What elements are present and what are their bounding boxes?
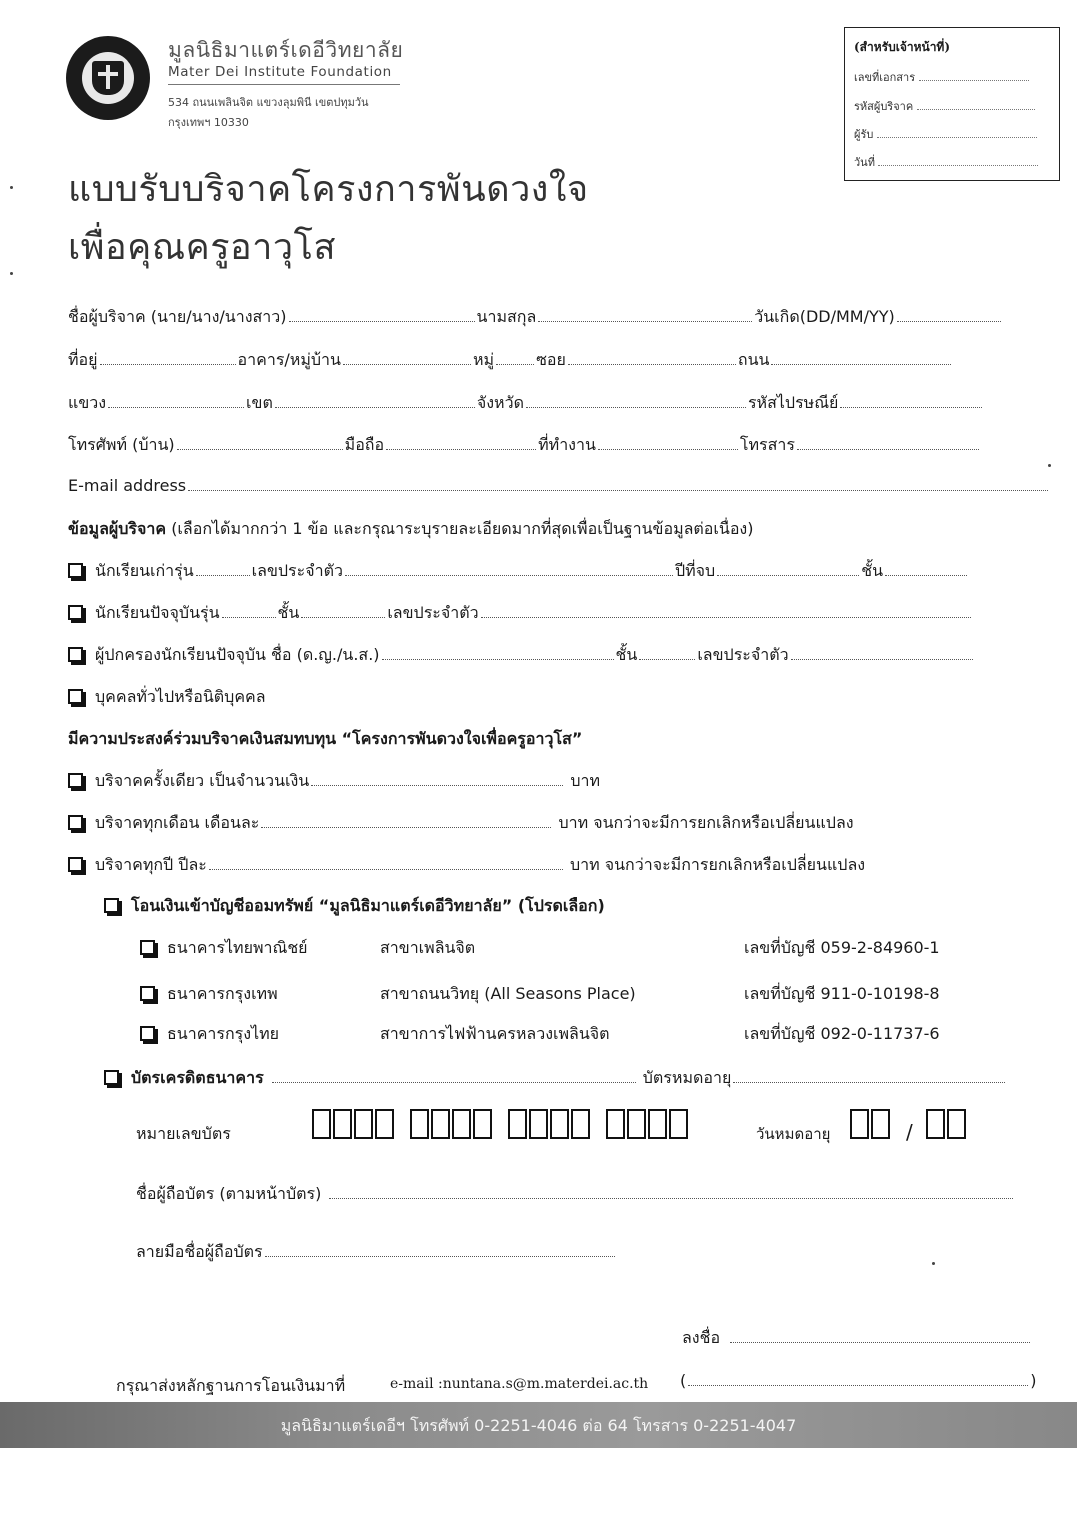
staff-field-donor-code[interactable]: รหัสผู้บริจาค: [854, 97, 1035, 115]
alumni-option[interactable]: นักเรียนเก่ารุ่น เลขประจำตัว ปีที่จบ ชั้น: [68, 559, 969, 584]
org-name-english: Mater Dei Institute Foundation: [168, 64, 392, 80]
donor-name-row[interactable]: ชื่อผู้บริจาค (นาย/นาง/นางสาว) นามสกุล วันเกิด(DD/MM/YY): [68, 305, 1003, 330]
address-row[interactable]: ที่อยู่ อาคาร/หมู่บ้าน หมู่ ซอย ถนน: [68, 348, 953, 373]
staff-field-date[interactable]: วันที่: [854, 153, 1038, 171]
donation-heading: มีความประสงค์ร่วมบริจาคเงินสมทบทุน “โครงการพันดวงใจเพื่อครูอาวุโส”: [68, 729, 583, 748]
donate-once-option[interactable]: บริจาคครั้งเดียว เป็นจำนวนเงิน บาท: [68, 769, 600, 794]
form-title-line2: เพื่อคุณครูอาวุโส: [68, 227, 336, 268]
card-number-boxes[interactable]: [312, 1109, 704, 1139]
expiry-year-boxes[interactable]: [926, 1109, 968, 1139]
donate-monthly-checkbox[interactable]: [68, 815, 83, 830]
alumni-checkbox[interactable]: [68, 563, 83, 578]
staff-field-doc-no[interactable]: เลขที่เอกสาร: [854, 68, 1029, 86]
general-checkbox[interactable]: [68, 689, 83, 704]
expiry-month-boxes[interactable]: [850, 1109, 892, 1139]
current-student-option[interactable]: นักเรียนปัจจุบันรุ่น ชั้น เลขประจำตัว: [68, 601, 973, 626]
credit-card-checkbox[interactable]: [104, 1070, 119, 1085]
district-row[interactable]: แขวง เขต จังหวัด รหัสไปรษณีย์: [68, 391, 984, 416]
card-number-label: หมายเลขบัตร: [136, 1124, 231, 1143]
bank-ktb-checkbox[interactable]: [140, 1026, 155, 1041]
send-proof-label: กรุณาส่งหลักฐานการโอนเงินมาที่: [116, 1376, 346, 1395]
bank-ktb-branch: สาขาการไฟฟ้านครหลวงเพลินจิต: [380, 1024, 610, 1043]
parent-option[interactable]: ผู้ปกครองนักเรียนปัจจุบัน ชื่อ (ด.ญ./น.ส.) ชั้น เลขประจำตัว: [68, 643, 975, 668]
donate-monthly-option[interactable]: บริจาคทุกเดือน เดือนละ บาท จนกว่าจะมีการยกเลิกหรือเปลี่ยนแปลง: [68, 811, 854, 836]
donor-info-heading: ข้อมูลผู้บริจาค (เลือกได้มากกว่า 1 ข้อ และกรุณาระบุรายละเอียดมากที่สุดเพื่อเป็นฐานข้อมูลต่อเนื่อง): [68, 519, 754, 538]
signature-row[interactable]: ลงชื่อ: [682, 1326, 1032, 1351]
current-student-checkbox[interactable]: [68, 605, 83, 620]
footer-contact: มูลนิธิมาแตร์เดอีฯ โทรศัพท์ 0-2251-4046 ต่อ 64 โทรสาร 0-2251-4047: [280, 1416, 797, 1435]
bank-scb-account: เลขที่บัญชี 059-2-84960-1: [744, 938, 940, 957]
email-row[interactable]: E-mail address: [68, 475, 1050, 495]
credit-card-option[interactable]: บัตรเครดิตธนาคาร บัตรหมดอายุ: [104, 1066, 1007, 1091]
card-holder-name-row[interactable]: ชื่อผู้ถือบัตร (ตามหน้าบัตร): [136, 1182, 1015, 1207]
staff-box-title: (สำหรับเจ้าหน้าที่): [854, 40, 951, 54]
org-name-thai: มูลนิธิมาแตร์เดอีวิทยาลัย: [168, 38, 404, 62]
bank-bbl-branch: สาขาถนนวิทยุ (All Seasons Place): [380, 984, 636, 1003]
bank-bbl-option[interactable]: ธนาคารกรุงเทพ: [140, 982, 278, 1007]
general-option[interactable]: บุคคลทั่วไปหรือนิติบุคคล: [68, 685, 266, 710]
foundation-logo: [66, 36, 150, 120]
donate-yearly-option[interactable]: บริจาคทุกปี ปีละ บาท จนกว่าจะมีการยกเลิกหรือเปลี่ยนแปลง: [68, 853, 865, 878]
bank-bbl-checkbox[interactable]: [140, 986, 155, 1001]
expiry-slash: /: [906, 1120, 913, 1144]
form-title-line1: แบบรับบริจาคโครงการพันดวงใจ: [68, 169, 589, 210]
phone-row[interactable]: โทรศัพท์ (บ้าน) มือถือ ที่ทำงาน โทรสาร: [68, 433, 981, 458]
staff-field-receiver[interactable]: ผู้รับ: [854, 125, 1037, 143]
bank-ktb-account: เลขที่บัญชี 092-0-11737-6: [744, 1024, 940, 1043]
bank-ktb-option[interactable]: ธนาคารกรุงไทย: [140, 1022, 279, 1047]
donate-yearly-checkbox[interactable]: [68, 857, 83, 872]
parent-checkbox[interactable]: [68, 647, 83, 662]
header-divider: [168, 84, 400, 85]
send-proof-email[interactable]: e-mail :nuntana.s@m.materdei.ac.th: [390, 1376, 649, 1392]
bank-scb-option[interactable]: ธนาคารไทยพาณิชย์: [140, 936, 308, 961]
expiry-label: วันหมดอายุ: [756, 1125, 831, 1143]
bank-scb-checkbox[interactable]: [140, 940, 155, 955]
org-address-line1: 534 ถนนเพลินจิต แขวงลุมพินี เขตปทุมวัน: [168, 96, 369, 109]
transfer-option[interactable]: โอนเงินเข้าบัญชีออมทรัพย์ “มูลนิธิมาแตร์เดอีวิทยาลัย” (โปรดเลือก): [104, 894, 605, 919]
bank-bbl-account: เลขที่บัญชี 911-0-10198-8: [744, 984, 940, 1003]
bank-scb-branch: สาขาเพลินจิต: [380, 938, 476, 957]
org-address-line2: กรุงเทพฯ 10330: [168, 116, 249, 129]
printed-name-row[interactable]: ( ): [680, 1371, 1037, 1390]
transfer-checkbox[interactable]: [104, 898, 119, 913]
donate-once-checkbox[interactable]: [68, 773, 83, 788]
card-holder-signature-row[interactable]: ลายมือชื่อผู้ถือบัตร: [136, 1240, 617, 1265]
